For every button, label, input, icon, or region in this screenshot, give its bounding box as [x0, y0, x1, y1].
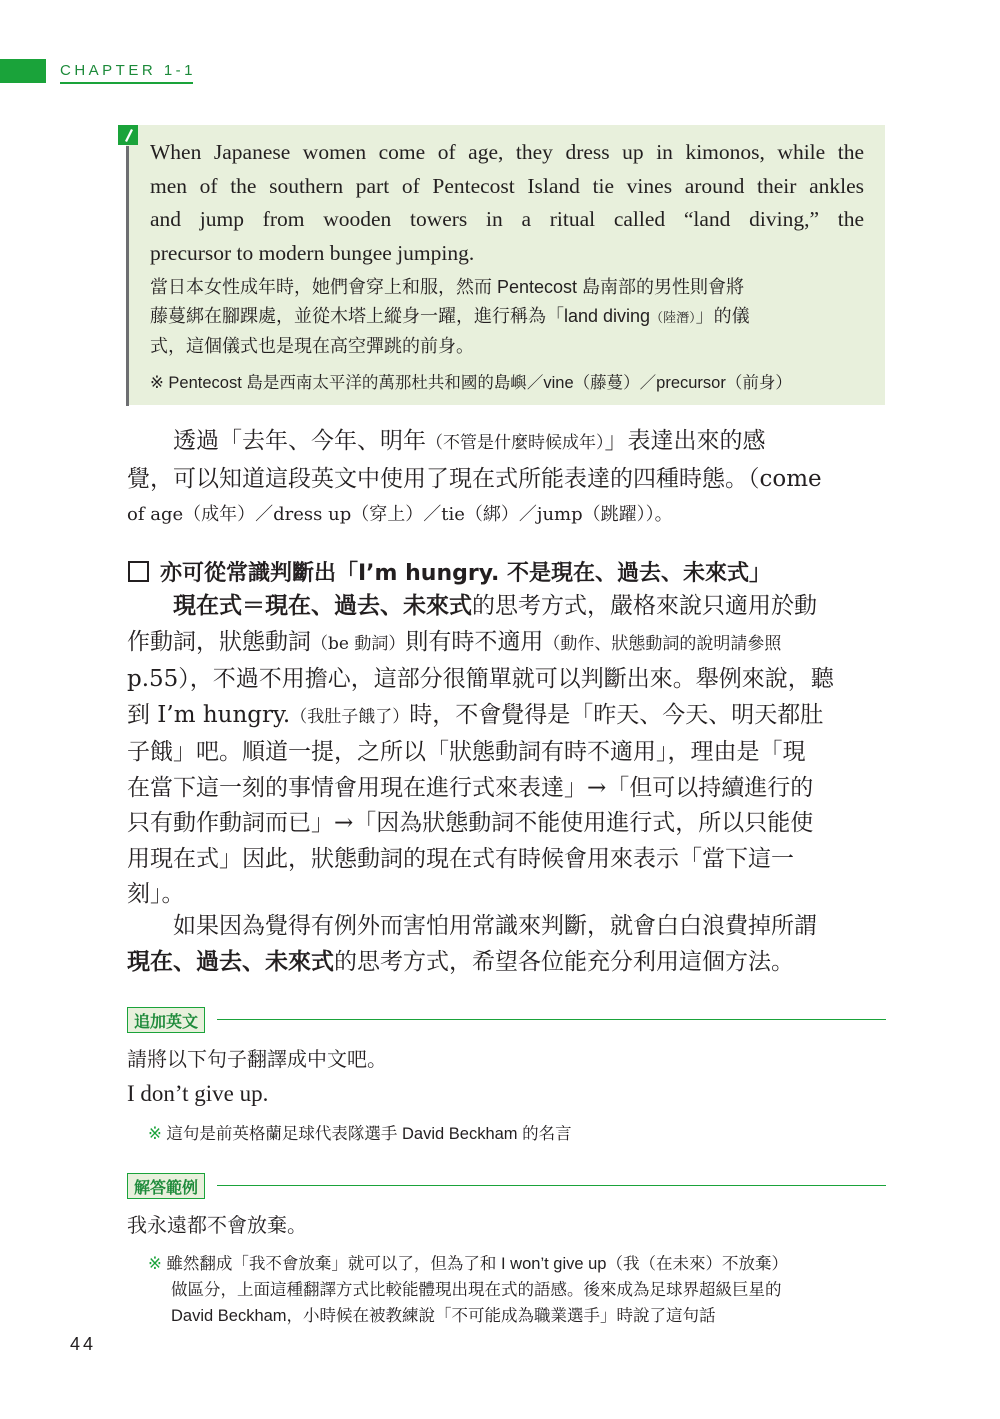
bold-term: 現在、過去、未來式	[127, 948, 334, 975]
extra-english-tag: 追加英文	[127, 1007, 205, 1033]
note-text: 雖然翻成「我不會放棄」就可以了，但為了和 I won’t give up（我（在未來）不放棄）	[166, 1255, 788, 1273]
chinese-text: 」的儀	[695, 306, 750, 326]
chinese-gloss: 陸潛	[663, 310, 690, 325]
example-chinese	[150, 273, 864, 361]
example-box-rule	[126, 146, 129, 406]
note-line	[148, 1251, 788, 1277]
paragraph-text: 」表達出來的感	[604, 428, 766, 454]
pencil-icon	[118, 125, 138, 145]
answer-tag: 解答範例	[127, 1173, 205, 1199]
example-english	[150, 136, 864, 270]
paragraph-gloss: be 動詞	[328, 633, 389, 654]
answer-note	[148, 1251, 788, 1329]
paragraph-text: 的思考方式，嚴格來說只適用於動	[472, 593, 817, 619]
paragraph-text: 的思考方式，希望各位能充分利用這個方法。	[334, 948, 794, 975]
note-line: David Beckham，小時候在被教練說「不可能成為職業選手」時說了這句話	[171, 1307, 716, 1325]
note-mark: ※	[148, 1255, 162, 1273]
chinese-text: 藤蔓綁在腳踝處，並從木塔上縱身一躍，進行稱為「land diving	[150, 306, 651, 326]
paragraph-line	[127, 945, 887, 981]
paragraph-line: 覺，可以知道這段英文中使用了現在式所能表達的四種時態。（come	[127, 465, 822, 492]
paragraph-line: 刻」。	[127, 881, 185, 907]
paragraph-line: of age（成年）／dress up（穿上）／tie（綁）／jump（跳躍））。	[127, 504, 673, 525]
extra-note	[148, 1121, 572, 1147]
paragraph-line: 如果因為覺得有例外而害怕用常識來判斷，就會白白浪費掉所謂	[173, 913, 817, 939]
chinese-line: 藤蔓綁在腳踝處，並從木塔上縱身一躍，進行稱為「land diving（陸潛）」的儀	[150, 306, 750, 326]
section-heading	[128, 556, 771, 587]
page-number: 44	[70, 1334, 97, 1354]
checkbox-icon	[128, 561, 149, 582]
sentence-text: I don’t give up.	[127, 1081, 269, 1106]
chinese-line: 當日本女性成年時，她們會穿上和服，然而 Pentecost 島南部的男性則會將	[150, 277, 745, 297]
paragraph-text: 則有時不適用	[405, 628, 544, 655]
paragraph-line: 子餓」吧。順道一提，之所以「狀態動詞有時不適用」，理由是「現	[127, 739, 806, 765]
paragraph-line: 到 I’m hungry.（我肚子餓了）時，不會覺得是「昨天、今天、明天都肚	[127, 701, 824, 728]
example-note: ※ Pentecost 島是西南太平洋的萬那杜共和國的島嶼／vine（藤蔓）／precursor（前身）	[150, 374, 792, 392]
chapter-label: CHAPTER 1-1	[60, 62, 197, 79]
paragraph-line: 作動詞，狀態動詞（be 動詞）則有時不適用（動作、狀態動詞的說明請參照	[127, 628, 782, 655]
section-heading-text: 亦可從常識判斷出「I’m hungry. 不是現在、過去、未來式」	[160, 561, 772, 586]
paragraph-1	[127, 424, 887, 533]
paragraph-text: 時，不會覺得是「昨天、今天、明天都肚	[409, 701, 824, 728]
paragraph-2	[127, 589, 887, 913]
note-text: 這句是前英格蘭足球代表隊選手 David Beckham 的名言	[166, 1125, 572, 1143]
paragraph-line: 在當下這一刻的事情會用現在進行式來表達」→「但可以持續進行的	[127, 774, 814, 801]
paragraph-line: 用現在式」因此，狀態動詞的現在式有時候會用來表示「當下這一	[127, 845, 794, 872]
paragraph-3	[127, 909, 887, 980]
bold-term: 現在式＝現在、過去、未來式	[173, 593, 472, 619]
answer-text	[127, 1208, 887, 1244]
note-line: 做區分，上面這種翻譯方式比較能體現出現在式的語感。後來成為足球界超級巨星的	[171, 1281, 782, 1299]
english-line: and jump from wooden towers in a ritual called “land diving,” the	[150, 207, 864, 231]
chapter-underline	[60, 82, 193, 84]
extra-instruction	[127, 1042, 887, 1078]
paragraph-text: 作動詞，狀態動詞	[127, 628, 311, 655]
paragraph-gloss: 不管是什麼時候成年	[443, 433, 596, 453]
chinese-line: 式，這個儀式也是現在高空彈跳的前身。	[150, 336, 474, 356]
answer-sentence: 我永遠都不會放棄。	[127, 1213, 307, 1237]
extra-sentence	[127, 1076, 887, 1112]
extra-english-rule	[217, 1019, 886, 1020]
chapter-color-bar	[0, 59, 46, 83]
paragraph-line	[127, 589, 887, 625]
answer-rule	[217, 1185, 886, 1186]
note-mark: ※	[148, 1125, 162, 1143]
paragraph-gloss: 動作、狀態動詞的說明請參照	[560, 633, 782, 654]
english-line: men of the southern part of Pentecost Island tie vines around their ankles	[150, 173, 864, 198]
paragraph-line: p.55），不過不用擔心，這部分很簡單就可以判斷出來。舉例來說，聽	[127, 666, 834, 692]
paragraph-line: 透過「去年、今年、明年（不管是什麼時候成年）」表達出來的感	[173, 428, 766, 454]
english-line: When Japanese women come of age, they dress up in kimonos, while the	[150, 140, 864, 164]
paragraph-text: 到 I’m hungry.	[127, 701, 291, 728]
paragraph-gloss: 我肚子餓了	[307, 706, 393, 727]
paragraph-line: 只有動作動詞而已」→「因為狀態動詞不能使用進行式，所以只能使	[127, 810, 814, 836]
paragraph-text: 透過「去年、今年、明年	[173, 428, 426, 454]
english-line: precursor to modern bungee jumping.	[150, 240, 475, 265]
instruction-text: 請將以下句子翻譯成中文吧。	[127, 1047, 387, 1071]
